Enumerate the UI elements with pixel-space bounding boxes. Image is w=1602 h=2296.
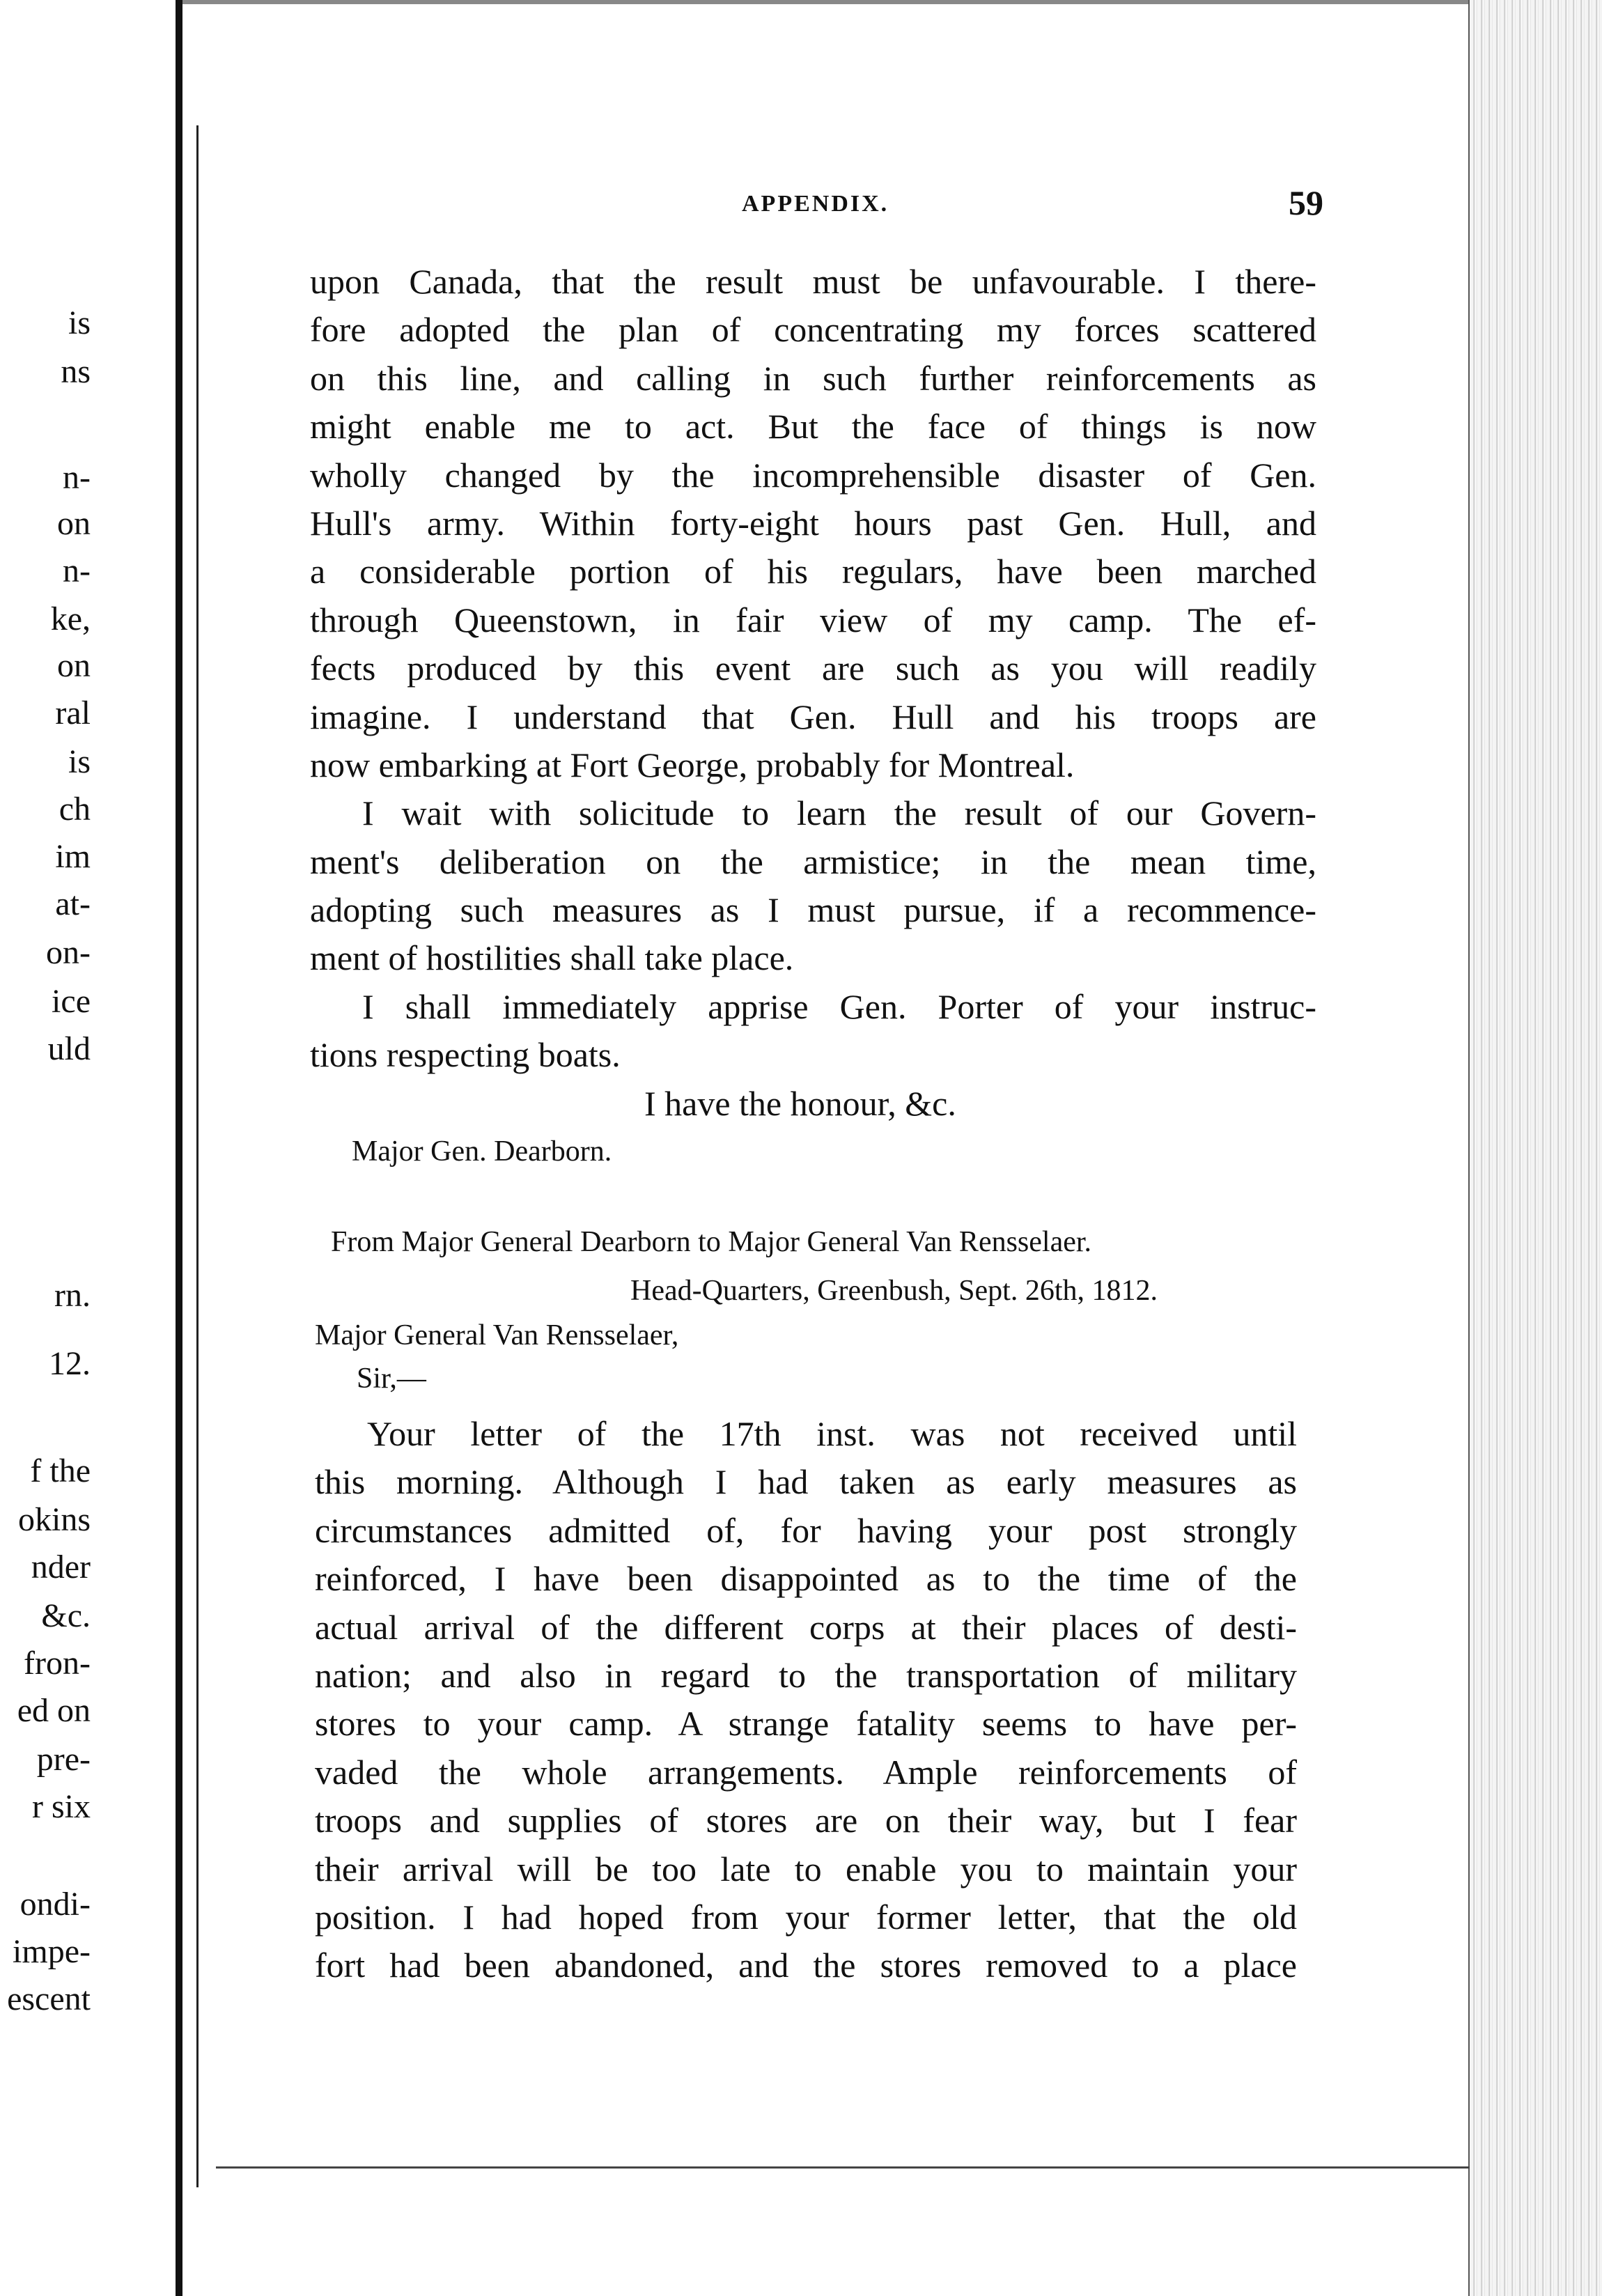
left-fragment: n- [63, 552, 91, 589]
page-stack-edges [1470, 0, 1602, 2296]
text-line: I shall immediately apprise Gen. Porter of your instruc- [362, 986, 1316, 1026]
text-line: fore adopted the plan of concentrating my forces scattered [310, 310, 1316, 350]
left-fragment: at- [55, 885, 91, 922]
text-line: might enable me to act. But the face of things is now [310, 407, 1316, 447]
book-spine [176, 0, 182, 2296]
left-fragment: ral [55, 695, 91, 731]
text-line: nation; and also in regard to the transportation of military [315, 1655, 1297, 1695]
left-fragment: ice [52, 983, 91, 1020]
text-line: tions respecting boats. [310, 1035, 621, 1075]
letter-address-block [315, 1314, 1297, 1400]
text-line: stores to your camp. A strange fatality seems to have per- [315, 1704, 1297, 1744]
text-line: through Queenstown, in fair view of my camp. The ef- [310, 600, 1316, 639]
text-line: on this line, and calling in such further reinforcements as [310, 358, 1316, 398]
left-fragment: is [68, 743, 91, 780]
text-line: upon Canada, that the result must be unfavourable. I there- [310, 262, 1316, 301]
text-line: Hull's army. Within forty-eight hours past Gen. Hull, and [310, 503, 1316, 543]
text-line: adopting such measures as I must pursue, if a recommence- [310, 890, 1316, 930]
left-facing-page [0, 0, 167, 2296]
page-bottom-edge [216, 2166, 1470, 2169]
letter-body [315, 1410, 1297, 1990]
left-fragment: ns [61, 353, 91, 390]
main-text [310, 258, 1316, 1176]
left-fragment: uld [47, 1030, 91, 1067]
left-fragment: on [57, 505, 91, 542]
letter-salutation: Sir,— [357, 1363, 426, 1395]
left-fragment: ondi- [20, 1886, 91, 1923]
text-line: ment of hostilities shall take place. [310, 938, 794, 978]
page-number: 59 [1289, 183, 1323, 222]
left-fragment: on- [46, 934, 91, 971]
left-fragment: &c. [41, 1597, 91, 1634]
left-fragment: nder [31, 1549, 91, 1585]
text-line: this morning. Although I had taken as early measures as [315, 1462, 1297, 1502]
text-line: a considerable portion of his regulars, have been marched [310, 552, 1316, 591]
text-line: fort had been abandoned, and the stores removed to a place [315, 1946, 1297, 1985]
left-fragment: on [57, 647, 91, 684]
left-fragment: r six [32, 1788, 91, 1825]
letter-heading [331, 1220, 1334, 1312]
left-fragment: fron- [24, 1645, 91, 1682]
text-line: imagine. I understand that Gen. Hull and his troops are [310, 697, 1316, 736]
text-line: ment's deliberation on the armistice; in the mean time, [310, 841, 1316, 881]
text-line: position. I had hoped from your former letter, that the old [315, 1897, 1297, 1937]
left-fragment: okins [17, 1501, 91, 1538]
left-fragment: 12. [49, 1345, 91, 1382]
page-header [317, 183, 1323, 235]
text-line: fects produced by this event are such as you will readily [310, 649, 1316, 688]
text-line: vaded the whole arrangements. Ample reinforcements of [315, 1752, 1297, 1792]
text-line: I wait with solicitude to learn the result of our Govern- [362, 793, 1316, 833]
left-fragment: is [68, 304, 91, 341]
letter-title: From Major General Dearborn to Major General Van Rensselaer. [331, 1226, 1092, 1258]
addressee-line: Major Gen. Dearborn. [352, 1135, 612, 1168]
text-line: troops and supplies of stores are on their way, but I fear [315, 1801, 1297, 1840]
left-fragment: ke, [50, 600, 91, 637]
left-fragment: f the [30, 1452, 91, 1489]
text-line: wholly changed by the incomprehensible disaster of Gen. [310, 455, 1316, 495]
text-line: their arrival will be too late to enable you to maintain your [315, 1849, 1297, 1888]
letter-addressee: Major General Van Rensselaer, [315, 1319, 679, 1351]
left-fragment: escent [7, 1980, 91, 2017]
left-fragment: impe- [13, 1933, 91, 1970]
text-line: circumstances admitted of, for having your post strongly [315, 1510, 1297, 1550]
text-line: Your letter of the 17th inst. was not received until [367, 1414, 1297, 1453]
closing-line: I have the honour, &c. [644, 1083, 956, 1123]
left-fragment: ch [59, 791, 91, 828]
text-line: actual arrival of the different corps at their places of desti- [315, 1607, 1297, 1647]
page-top-edge [182, 0, 1471, 4]
letter-dateline: Head-Quarters, Greenbush, Sept. 26th, 1812. [630, 1275, 1158, 1307]
left-fragment: n- [63, 459, 91, 496]
left-fragment: rn. [54, 1277, 91, 1314]
text-line: now embarking at Fort George, probably for Montreal. [310, 745, 1075, 784]
left-fragment: pre- [36, 1741, 91, 1778]
running-head: APPENDIX. [742, 191, 889, 217]
left-fragment: im [55, 838, 91, 875]
left-fragment: ed on [17, 1692, 91, 1729]
text-line: reinforced, I have been disappointed as to the time of the [315, 1559, 1297, 1599]
left-page-edge [196, 125, 199, 2187]
